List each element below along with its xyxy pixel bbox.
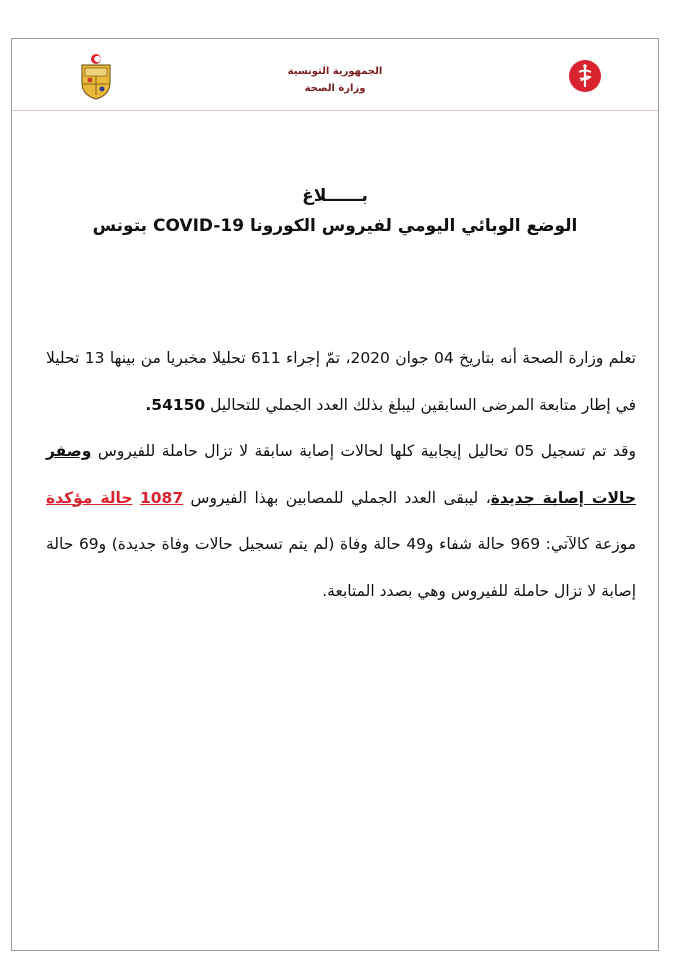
document-page (11, 38, 659, 951)
paragraph-cases (46, 428, 636, 614)
title-subject: الوضع الوبائي اليومي لفيروس الكورونا COVID-19 بتونس (92, 216, 578, 236)
header-text (12, 63, 658, 97)
tests-text: تعلم وزارة الصحة أنه بتاريخ 04 جوان 2020، تمّ إجراء 611 تحليلا مخبريا من بينها 13 تحليلا في إطار متابعة المرضى السابقين ليبلغ بذلك العدد الجملي للتحاليل (46, 349, 636, 414)
tests-period: . (145, 395, 152, 414)
ministry-of-health-logo-icon (568, 59, 602, 93)
ministry-label: وزارة الصحة (304, 83, 366, 94)
confirmed-label: حالة مؤكدة (46, 488, 133, 507)
header-divider (12, 110, 658, 111)
announcement-title (12, 181, 658, 241)
announcement-body (46, 335, 636, 614)
paragraph-tests (46, 335, 636, 428)
cases-space (133, 489, 140, 507)
zero-new-cases: وصفر حالات إصابة جديدة (46, 442, 636, 507)
title-notice: بــــــلاغ (302, 186, 368, 206)
cases-text-b: ، ليبقى العدد الجملي للمصابين بهذا الفيروس (183, 488, 491, 507)
cases-text-a: وقد تم تسجيل 05 تحاليل إيجابية كلها لحالات إصابة سابقة لا تزال حاملة للفيروس (91, 442, 636, 460)
confirmed-total: 1087 (139, 488, 184, 507)
tests-total: 54150 (151, 395, 206, 414)
letterhead (12, 39, 658, 109)
republic-label: الجمهورية التونسية (287, 66, 383, 77)
cases-text-c: موزعة كالآتي: 969 حالة شفاء و49 حالة وفاة (لم يتم تسجيل حالات وفاة جديدة) و69 حالة إصابة لا تزال حاملة للفيروس وهي بصدد المتابعة. (46, 535, 637, 600)
